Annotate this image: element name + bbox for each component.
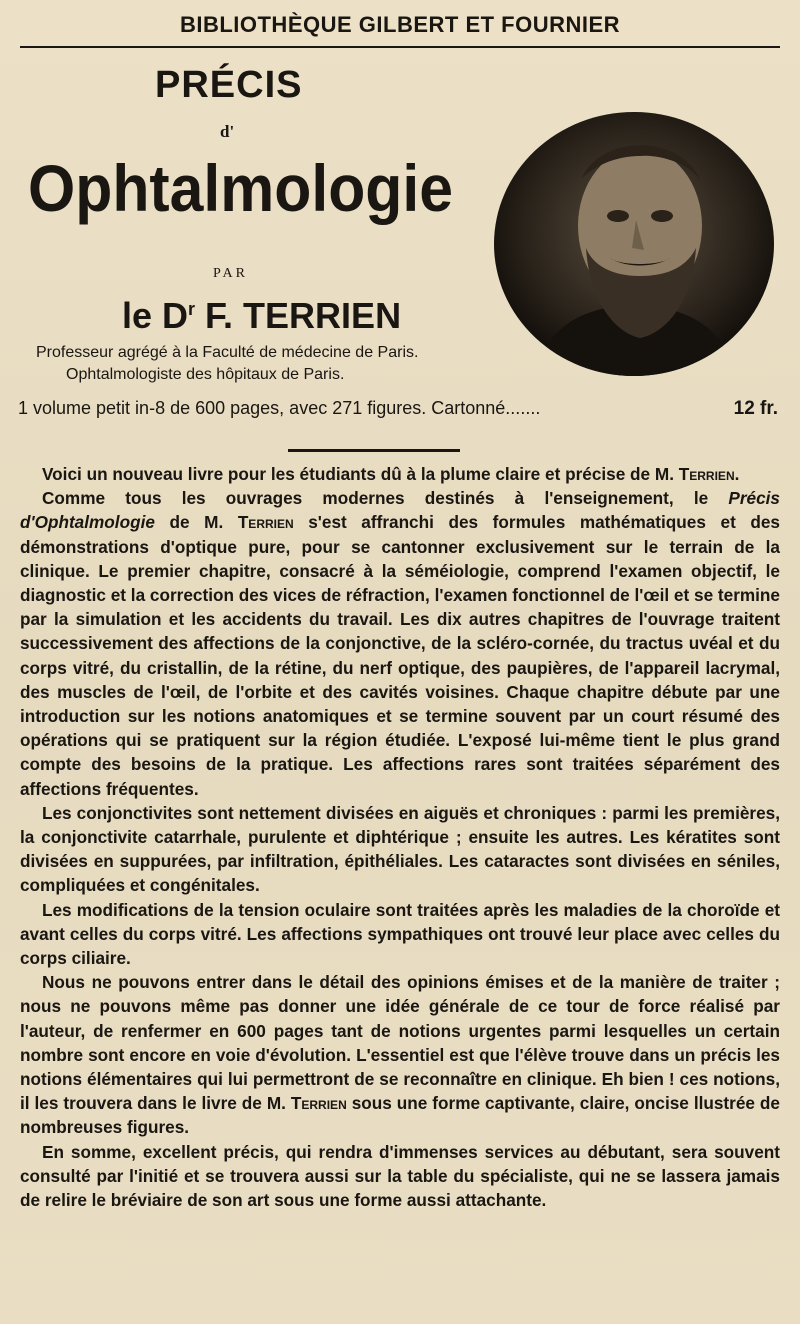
volume-line xyxy=(18,398,780,419)
section-rule xyxy=(288,449,460,452)
author-ref: Terrien xyxy=(237,512,294,533)
review-text xyxy=(20,462,780,1212)
paragraph-2: Comme tous les ouvrages modernes destinés à l'enseignement, le Précis d'Ophtalmologie de M. Terrien s'est affranchi des formules mathématiques et des démonstrations d'optique pure, pour se cantonner exclusivement sur le terrain de la clinique. Le premier chapitre, consacré à la séméiologie, comprend l'examen objectif, le diagnostic et la correction des vices de réfraction, l'examen fonctionnel de l'œil et se termine par la simulation et les accidents du travail. Les dix autres chapitres de l'ouvrage traitent successivement des affections de la conjonctive, de la scléro-cornée, du tractus uvéal et du corps vitré, du cristallin, de la rétine, du nerf optique, des paupières, de l'appareil lacrymal, des muscles de l'œil, de l'orbite et des cavités voisines. Chaque chapitre débute par une introduction sur les notions anatomiques et se termine souvent par un court résumé des opérations qui se pratiquent sur la région étudiée. L'exposé lui-même tient le plus grand compte des besoins de la pratique. Les affections rares sont traitées séparément des affections fréquentes. xyxy=(20,488,780,799)
author-prefix: le D xyxy=(122,295,189,336)
paragraph-4: Les modifications de la tension oculaire sont traitées après les maladies de la choroïde et avant celles du corps vitré. Les affections sympathiques ont trouvé leur place avec celles du corps ciliaire. xyxy=(20,899,780,969)
series-header: BIBLIOTHÈQUE GILBERT ET FOURNIER xyxy=(179,12,621,37)
precis-label: PRÉCIS xyxy=(155,64,303,106)
par-label: PAR xyxy=(213,266,248,281)
book-title: Ophtalmologie xyxy=(28,151,454,225)
paragraph-3: Les conjonctivites sont nettement divisées en aiguës et chroniques : parmi les premières, la conjonctivite catarrhale, purulente et diphtérique ; ensuite les autres. Les kératites sont divisées en suppurées, par infiltration, épithéliales. Les cataractes sont divisées en séniles, compliquées et congénitales. xyxy=(20,802,780,896)
paragraph-6: En somme, excellent précis, qui rendra d'immenses services au débutant, sera souvent consulté par l'initié et se trouvera aussi sur la table du spécialiste, qui ne se lassera jamais de relire le bréviaire de son art sous une forme aussi attachante. xyxy=(20,1141,780,1211)
author-name: F. TERRIEN xyxy=(195,295,402,336)
paragraph-5: Nous ne pouvons entrer dans le détail des opinions émises et de la manière de traiter ; nous ne pouvons même pas donner une idée générale de ce tour de force réalisé par l'auteur, de renfermer en 600 pages tant de notions urgentes parmi lesquelles un certain nombre sont encore en voie d'évolution. L'essentiel est que l'élève trouve dans un précis les notions élémentaires qui lui permettront de se reconnaître en clinique. Eh bien ! ces notions, il les trouvera dans le livre de M. Terrien sous une forme captivante, claire, oncise llustrée de nombreuses figures. xyxy=(20,972,780,1138)
credential-2: Ophtalmologiste des hôpitaux de Paris. xyxy=(66,366,345,383)
author-ref: Terrien xyxy=(290,1093,347,1114)
author-line xyxy=(122,295,401,337)
author-sup: r xyxy=(188,299,196,319)
preposition: d' xyxy=(220,122,235,141)
book-ref: Précis d'Ophtalmologie xyxy=(20,488,780,533)
header-rule xyxy=(20,46,780,48)
portrait-engraving-icon xyxy=(490,108,778,380)
price: 12 fr. xyxy=(733,398,778,419)
author-ref: Terrien xyxy=(678,464,735,484)
paragraph-1: Voici un nouveau livre pour les étudiants dû à la plume claire et précise de M. Terrien. xyxy=(42,464,740,484)
credential-1: Professeur agrégé à la Faculté de médecine de Paris. xyxy=(36,344,419,361)
volume-description: 1 volume petit in-8 de 600 pages, avec 271 figures. Cartonné....... xyxy=(18,398,541,418)
